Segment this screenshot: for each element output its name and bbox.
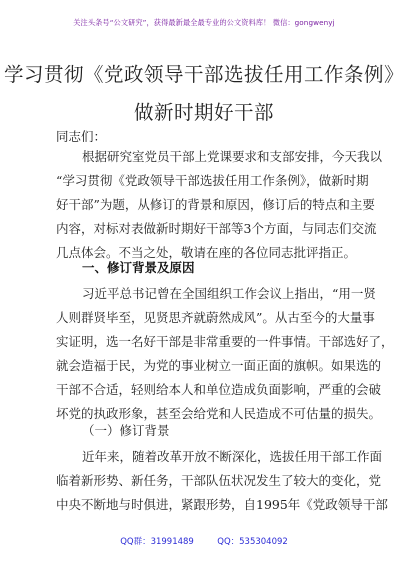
document-title-line-1: 学习贯彻《党政领导干部选拔任用工作条例》 [3, 63, 404, 86]
paragraph-background [56, 282, 394, 426]
paragraph-line: “学习贯彻《党政领导干部选拔任用工作条例》，做新时期 [56, 173, 369, 188]
paragraph-line: 好干部”为题，从修订的背景和原因，修订后的特点和主要 [56, 197, 375, 212]
paragraph-line: 临着新形势、新任务，干部队伍状况发生了较大的变化，党 [56, 473, 382, 488]
paragraph-line: 中央不断地与时俱进，紧跟形势，自1995年《党政领导干部 [56, 497, 388, 512]
footer-contact [0, 535, 408, 547]
paragraph-line: 根据研究室党员干部上党课要求和支部安排，今天我以 [82, 149, 383, 164]
paragraph-line: 坏党的执政形象，甚至会给党和人民造成不可估量的损失。 [56, 406, 382, 421]
paragraph-line: 人则群贤毕至，见贤思齐就蔚然成风”。从古至今的大量事 [56, 310, 375, 325]
footer-qq: QQ：535304092 [217, 537, 288, 547]
paragraph-line: 近年来，随着改革开放不断深化，选拔任用干部工作面 [82, 449, 383, 464]
document-title-line-2: 做新时期好干部 [133, 101, 274, 124]
paragraph-line: 实证明，选一名好干部是非常重要的一件事情。干部选好了， [56, 334, 394, 349]
paragraph-revision-background [56, 445, 388, 517]
subsection-heading-1: （一）修订背景 [82, 423, 170, 438]
paragraph-line: 内容，对标对表做新时期好干部等3个方面，与同志们交流 [56, 221, 377, 236]
header-banner: 关注头条号“公文研究”，获得最新最全最专业的公文资料库！ 微信：gongwenyj [73, 18, 335, 27]
paragraph-intro [56, 145, 383, 265]
footer-qq-group: QQ群：31991489 [120, 537, 194, 547]
paragraph-line: 就会造福于民，为党的事业树立一面正面的旗帜。如果选的 [56, 358, 382, 373]
paragraph-line: 习近平总书记曾在全国组织工作会议上指出，“用一贤 [82, 286, 376, 301]
paragraph-line: 几点体会。不当之处，敬请在座的各位同志批评指正。 [56, 245, 357, 260]
salutation: 同志们： [56, 129, 107, 144]
section-heading-1: 一、修订背景及原因 [82, 260, 195, 275]
paragraph-line: 干部不合适，轻则给本人和单位造成负面影响，严重的会破 [56, 382, 382, 397]
